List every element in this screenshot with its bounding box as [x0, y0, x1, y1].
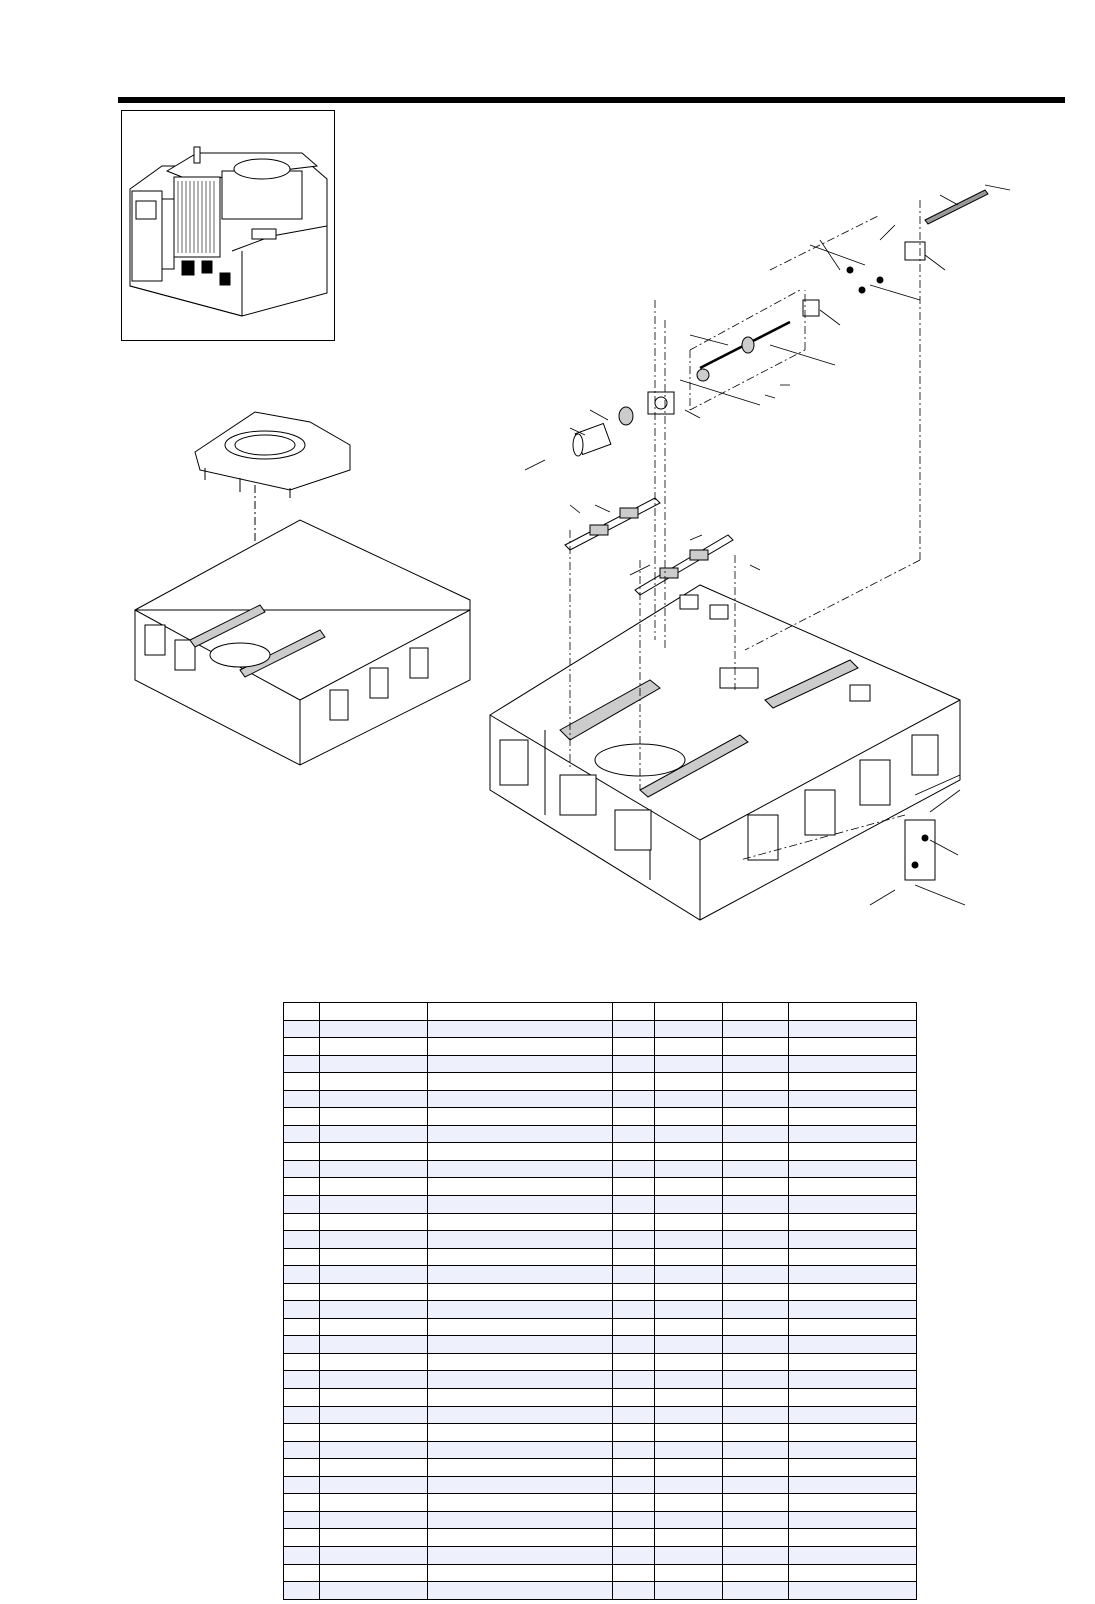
table-cell — [723, 1160, 789, 1178]
table-row — [284, 1301, 917, 1319]
table-cell — [655, 1511, 723, 1529]
table-cell — [613, 1213, 655, 1231]
table-cell — [428, 1248, 613, 1266]
table-cell — [284, 1529, 320, 1547]
table-cell — [428, 1160, 613, 1178]
table-cell — [428, 1125, 613, 1143]
table-row — [284, 1424, 917, 1442]
table-cell — [723, 1336, 789, 1354]
cover-strip — [925, 190, 988, 224]
table-row — [284, 1371, 917, 1389]
table-cell — [723, 1582, 789, 1600]
table-cell — [613, 1424, 655, 1442]
table-row — [284, 1564, 917, 1582]
table-cell — [284, 1020, 320, 1038]
table-cell — [723, 1090, 789, 1108]
table-cell — [428, 1038, 613, 1056]
table-cell — [428, 1546, 613, 1564]
table-cell — [789, 1213, 917, 1231]
table-row — [284, 1459, 917, 1477]
table-cell — [320, 1389, 428, 1407]
table-cell — [789, 1546, 917, 1564]
table-cell — [613, 1266, 655, 1284]
table-cell — [723, 1125, 789, 1143]
table-row — [284, 1196, 917, 1214]
table-cell — [428, 1301, 613, 1319]
table-cell — [320, 1424, 428, 1442]
table-cell — [284, 1283, 320, 1301]
table-cell — [284, 1090, 320, 1108]
table-cell — [320, 1476, 428, 1494]
table-cell — [613, 1073, 655, 1091]
table-cell — [428, 1266, 613, 1284]
table-cell — [284, 1003, 320, 1021]
table-row — [284, 1441, 917, 1459]
table-cell — [723, 1248, 789, 1266]
table-cell — [428, 1529, 613, 1547]
table-cell — [320, 1511, 428, 1529]
table-cell — [284, 1424, 320, 1442]
table-cell — [655, 1055, 723, 1073]
table-cell — [428, 1371, 613, 1389]
table-cell — [428, 1108, 613, 1126]
table-cell — [320, 1003, 428, 1021]
table-cell — [655, 1476, 723, 1494]
table-cell — [655, 1371, 723, 1389]
table-cell — [613, 1353, 655, 1371]
table-row — [284, 1511, 917, 1529]
table-cell — [789, 1125, 917, 1143]
table-cell — [723, 1371, 789, 1389]
table-cell — [723, 1318, 789, 1336]
table-cell — [723, 1003, 789, 1021]
coupling — [619, 407, 633, 425]
table-cell — [284, 1406, 320, 1424]
table-cell — [613, 1231, 655, 1249]
table-cell — [428, 1003, 613, 1021]
table-cell — [613, 1160, 655, 1178]
table-cell — [655, 1318, 723, 1336]
table-cell — [320, 1283, 428, 1301]
table-cell — [723, 1476, 789, 1494]
table-cell — [789, 1494, 917, 1512]
table-cell — [320, 1318, 428, 1336]
table-cell — [789, 1055, 917, 1073]
table-cell — [428, 1582, 613, 1600]
table-cell — [284, 1038, 320, 1056]
table-cell — [789, 1038, 917, 1056]
table-cell — [613, 1511, 655, 1529]
table-cell — [789, 1301, 917, 1319]
table-cell — [789, 1336, 917, 1354]
table-cell — [789, 1283, 917, 1301]
table-cell — [428, 1073, 613, 1091]
table-row — [284, 1090, 917, 1108]
table-cell — [320, 1441, 428, 1459]
table-cell — [320, 1231, 428, 1249]
table-cell — [789, 1073, 917, 1091]
table-row — [284, 1213, 917, 1231]
table-cell — [789, 1389, 917, 1407]
table-cell — [613, 1143, 655, 1161]
table-cell — [655, 1283, 723, 1301]
bearing-housing — [648, 392, 674, 414]
table-cell — [613, 1441, 655, 1459]
table-cell — [655, 1003, 723, 1021]
table-cell — [428, 1389, 613, 1407]
small-base-frame — [135, 520, 470, 765]
table-cell — [789, 1529, 917, 1547]
table-cell — [723, 1108, 789, 1126]
table-cell — [655, 1108, 723, 1126]
table-cell — [428, 1424, 613, 1442]
table-cell — [789, 1318, 917, 1336]
table-cell — [655, 1090, 723, 1108]
table-row — [284, 1476, 917, 1494]
table-cell — [789, 1108, 917, 1126]
table-row — [284, 1143, 917, 1161]
table-cell — [284, 1196, 320, 1214]
table-cell — [723, 1564, 789, 1582]
table-cell — [655, 1020, 723, 1038]
table-cell — [613, 1125, 655, 1143]
table-cell — [428, 1476, 613, 1494]
table-cell — [284, 1125, 320, 1143]
table-cell — [284, 1160, 320, 1178]
table-cell — [320, 1301, 428, 1319]
table-cell — [655, 1073, 723, 1091]
table-cell — [320, 1248, 428, 1266]
table-cell — [789, 1511, 917, 1529]
table-cell — [613, 1406, 655, 1424]
table-cell — [284, 1231, 320, 1249]
table-cell — [789, 1003, 917, 1021]
table-cell — [320, 1196, 428, 1214]
table-cell — [789, 1564, 917, 1582]
table-cell — [655, 1213, 723, 1231]
table-cell — [613, 1529, 655, 1547]
table-cell — [613, 1336, 655, 1354]
table-cell — [613, 1108, 655, 1126]
table-cell — [428, 1283, 613, 1301]
table-cell — [284, 1143, 320, 1161]
table-cell — [723, 1020, 789, 1038]
table-cell — [320, 1143, 428, 1161]
table-cell — [428, 1213, 613, 1231]
table-cell — [320, 1529, 428, 1547]
table-cell — [428, 1459, 613, 1477]
table-cell — [284, 1476, 320, 1494]
support-block — [803, 300, 819, 316]
table-cell — [655, 1038, 723, 1056]
table-cell — [320, 1459, 428, 1477]
table-cell — [789, 1406, 917, 1424]
table-cell — [613, 1283, 655, 1301]
table-cell — [723, 1441, 789, 1459]
drive-motor — [573, 424, 611, 456]
table-cell — [428, 1143, 613, 1161]
table-cell — [723, 1143, 789, 1161]
table-cell — [723, 1301, 789, 1319]
table-cell — [655, 1160, 723, 1178]
table-cell — [428, 1020, 613, 1038]
parts-list-body — [284, 1003, 917, 1600]
table-row — [284, 1073, 917, 1091]
table-cell — [320, 1125, 428, 1143]
table-cell — [320, 1213, 428, 1231]
table-cell — [428, 1336, 613, 1354]
table-cell — [613, 1371, 655, 1389]
table-row — [284, 1283, 917, 1301]
table-cell — [284, 1301, 320, 1319]
table-cell — [320, 1371, 428, 1389]
table-cell — [655, 1459, 723, 1477]
table-cell — [723, 1266, 789, 1284]
table-cell — [723, 1406, 789, 1424]
table-cell — [284, 1266, 320, 1284]
table-cell — [320, 1406, 428, 1424]
table-cell — [613, 1476, 655, 1494]
ball-screw — [697, 322, 790, 381]
table-row — [284, 1353, 917, 1371]
table-cell — [723, 1038, 789, 1056]
table-row — [284, 1003, 917, 1021]
table-cell — [789, 1266, 917, 1284]
table-cell — [320, 1266, 428, 1284]
table-cell — [428, 1406, 613, 1424]
table-cell — [655, 1125, 723, 1143]
table-cell — [655, 1424, 723, 1442]
table-cell — [655, 1564, 723, 1582]
table-cell — [789, 1020, 917, 1038]
table-cell — [284, 1546, 320, 1564]
table-cell — [723, 1055, 789, 1073]
table-cell — [655, 1441, 723, 1459]
table-cell — [284, 1389, 320, 1407]
table-cell — [613, 1003, 655, 1021]
table-cell — [613, 1248, 655, 1266]
table-row — [284, 1178, 917, 1196]
table-cell — [723, 1073, 789, 1091]
table-row — [284, 1248, 917, 1266]
table-subassembly — [195, 412, 350, 498]
table-cell — [789, 1248, 917, 1266]
table-cell — [613, 1494, 655, 1512]
table-cell — [613, 1038, 655, 1056]
table-cell — [723, 1529, 789, 1547]
table-cell — [284, 1371, 320, 1389]
table-cell — [320, 1073, 428, 1091]
table-cell — [723, 1424, 789, 1442]
table-cell — [320, 1353, 428, 1371]
table-cell — [284, 1055, 320, 1073]
table-cell — [320, 1582, 428, 1600]
table-row — [284, 1494, 917, 1512]
table-row — [284, 1160, 917, 1178]
table-cell — [428, 1511, 613, 1529]
large-base-frame — [490, 585, 960, 920]
table-row — [284, 1336, 917, 1354]
table-cell — [284, 1582, 320, 1600]
table-cell — [284, 1108, 320, 1126]
table-cell — [320, 1090, 428, 1108]
table-cell — [655, 1336, 723, 1354]
table-row — [284, 1582, 917, 1600]
table-cell — [613, 1389, 655, 1407]
table-cell — [613, 1055, 655, 1073]
table-cell — [655, 1196, 723, 1214]
table-cell — [613, 1564, 655, 1582]
table-cell — [320, 1494, 428, 1512]
table-cell — [428, 1055, 613, 1073]
table-cell — [320, 1108, 428, 1126]
table-cell — [428, 1178, 613, 1196]
table-cell — [613, 1178, 655, 1196]
table-cell — [613, 1582, 655, 1600]
table-cell — [723, 1178, 789, 1196]
table-cell — [789, 1371, 917, 1389]
table-cell — [789, 1196, 917, 1214]
table-row — [284, 1038, 917, 1056]
table-cell — [613, 1020, 655, 1038]
table-row — [284, 1020, 917, 1038]
table-cell — [320, 1020, 428, 1038]
table-cell — [655, 1231, 723, 1249]
table-cell — [723, 1283, 789, 1301]
table-cell — [655, 1301, 723, 1319]
table-cell — [320, 1038, 428, 1056]
table-cell — [655, 1389, 723, 1407]
table-cell — [613, 1196, 655, 1214]
table-cell — [428, 1231, 613, 1249]
table-cell — [284, 1073, 320, 1091]
table-cell — [428, 1494, 613, 1512]
table-cell — [284, 1564, 320, 1582]
table-cell — [723, 1546, 789, 1564]
table-row — [284, 1406, 917, 1424]
end-bracket — [905, 242, 925, 260]
table-cell — [789, 1441, 917, 1459]
table-cell — [723, 1389, 789, 1407]
table-row — [284, 1529, 917, 1547]
table-row — [284, 1231, 917, 1249]
parts-list-table — [283, 1002, 917, 1600]
table-cell — [655, 1353, 723, 1371]
table-cell — [320, 1178, 428, 1196]
table-cell — [789, 1353, 917, 1371]
table-cell — [284, 1213, 320, 1231]
table-cell — [320, 1564, 428, 1582]
table-cell — [428, 1196, 613, 1214]
table-cell — [723, 1196, 789, 1214]
table-cell — [723, 1353, 789, 1371]
table-cell — [613, 1090, 655, 1108]
table-row — [284, 1266, 917, 1284]
linear-guides — [565, 498, 733, 595]
table-cell — [428, 1441, 613, 1459]
table-cell — [655, 1529, 723, 1547]
table-cell — [789, 1090, 917, 1108]
table-row — [284, 1125, 917, 1143]
table-cell — [655, 1248, 723, 1266]
table-cell — [655, 1178, 723, 1196]
table-cell — [655, 1266, 723, 1284]
table-row — [284, 1389, 917, 1407]
table-cell — [789, 1160, 917, 1178]
table-cell — [284, 1248, 320, 1266]
table-cell — [428, 1318, 613, 1336]
table-row — [284, 1108, 917, 1126]
table-cell — [789, 1582, 917, 1600]
table-cell — [655, 1143, 723, 1161]
table-cell — [320, 1336, 428, 1354]
table-cell — [723, 1459, 789, 1477]
table-cell — [723, 1231, 789, 1249]
table-cell — [428, 1564, 613, 1582]
table-cell — [284, 1318, 320, 1336]
table-cell — [284, 1353, 320, 1371]
table-cell — [723, 1494, 789, 1512]
table-cell — [284, 1459, 320, 1477]
table-row — [284, 1546, 917, 1564]
table-cell — [655, 1406, 723, 1424]
table-cell — [428, 1090, 613, 1108]
table-cell — [428, 1353, 613, 1371]
table-cell — [613, 1301, 655, 1319]
table-cell — [320, 1055, 428, 1073]
table-cell — [655, 1546, 723, 1564]
table-cell — [284, 1494, 320, 1512]
table-cell — [789, 1459, 917, 1477]
table-cell — [284, 1441, 320, 1459]
table-cell — [789, 1143, 917, 1161]
table-cell — [613, 1546, 655, 1564]
table-row — [284, 1318, 917, 1336]
table-cell — [723, 1511, 789, 1529]
table-cell — [613, 1318, 655, 1336]
table-cell — [655, 1494, 723, 1512]
table-cell — [320, 1160, 428, 1178]
table-cell — [723, 1213, 789, 1231]
table-cell — [284, 1336, 320, 1354]
table-cell — [284, 1511, 320, 1529]
stopper-block — [905, 820, 935, 880]
table-row — [284, 1055, 917, 1073]
table-cell — [789, 1476, 917, 1494]
table-cell — [613, 1459, 655, 1477]
table-cell — [284, 1178, 320, 1196]
table-cell — [789, 1424, 917, 1442]
table-cell — [320, 1546, 428, 1564]
table-cell — [655, 1582, 723, 1600]
table-cell — [789, 1178, 917, 1196]
table-cell — [789, 1231, 917, 1249]
